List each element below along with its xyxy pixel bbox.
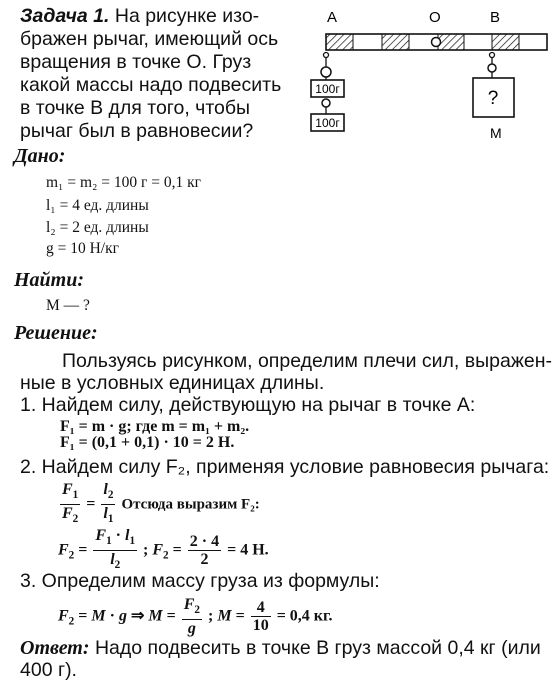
task-line-3: вращения в точке О. Груз bbox=[20, 51, 252, 73]
equilibrium-ratio: $\frac{F_1}{F_2}$ = $\frac{l_2}{l_1}$ Отсюда выразим F₂: bbox=[62, 481, 260, 526]
find-heading: Найти: bbox=[14, 269, 85, 291]
given-line-2: l₁ = 4 ед. длины bbox=[46, 197, 149, 214]
mass-m-label: M bbox=[490, 125, 502, 141]
equation-2-f2: $F_2$ = $\frac{F_1 \cdot l_1}{l_2}$ ; $F_2$ = $\frac{2 \cdot 4}{2}$ = 4 Н. bbox=[58, 527, 269, 572]
weight-label-1: 100г bbox=[315, 82, 340, 96]
task-text-1: На рисунке изо- bbox=[114, 5, 260, 27]
left-weights bbox=[311, 58, 344, 131]
answer-text-1: Надо подвесить в точке В груз массой 0,4 кг (или bbox=[94, 637, 541, 659]
task-line-2: бражен рычаг, имеющий ось bbox=[20, 28, 279, 50]
solution-intro-1: Пользуясь рисунком, определим плечи сил, выражен- bbox=[62, 350, 552, 372]
equation-3: $F_2 = M \cdot g$ ⇒ M = $\frac{F_2}{g}$ ; M = $\frac{4}{10}$ = 0,4 кг. bbox=[58, 596, 333, 638]
equation-2-text: Отсюда выразим F₂: bbox=[121, 496, 260, 513]
step-2: 2. Найдем силу F₂, применяя условие равновесия рычага: bbox=[20, 456, 550, 478]
equation-1a: F₁ = m · g; где m = m₁ + m₂. bbox=[60, 418, 250, 435]
step-3: 3. Определим массу груза из формулы: bbox=[20, 570, 380, 592]
task-label: Задача 1. bbox=[20, 5, 110, 27]
answer-label: Ответ: bbox=[20, 637, 90, 659]
right-weight bbox=[473, 58, 514, 141]
lever-bar bbox=[324, 34, 548, 58]
step-1: 1. Найдем силу, действующую на рычаг в точке A: bbox=[20, 394, 476, 416]
solution-intro-2: ные в условных единицах длины. bbox=[20, 372, 325, 394]
given-heading: Дано: bbox=[14, 145, 66, 167]
solution-heading: Решение: bbox=[14, 322, 98, 344]
task-line-5: в точке В для того, чтобы bbox=[20, 97, 251, 119]
weight-label-2: 100г bbox=[315, 116, 340, 130]
task-line-1 bbox=[20, 5, 259, 27]
point-a-label: A bbox=[327, 9, 338, 26]
equation-1b: F₁ = (0,1 + 0,1) · 10 = 2 Н. bbox=[60, 434, 235, 451]
given-line-1: m₁ = m₂ = 100 г = 0,1 кг bbox=[46, 174, 202, 191]
point-o-label: O bbox=[429, 9, 441, 26]
answer-line-1 bbox=[20, 637, 541, 660]
given-line-4: g = 10 Н/кг bbox=[46, 240, 120, 257]
find-line: M — ? bbox=[46, 297, 90, 314]
task-line-4: какой массы надо подвесить bbox=[20, 74, 282, 96]
task-line-6: рычаг был в равновесии? bbox=[20, 120, 254, 142]
unknown-weight-label: ? bbox=[487, 88, 499, 109]
equation-2-result: = 4 Н. bbox=[227, 541, 269, 559]
lever-figure bbox=[300, 0, 557, 150]
pivot-circle bbox=[432, 38, 441, 47]
equation-3-result: = 0,4 кг. bbox=[276, 607, 333, 625]
point-b-label: B bbox=[490, 9, 501, 26]
answer-line-2: 400 г). bbox=[20, 659, 77, 681]
given-line-3: l₂ = 2 ед. длины bbox=[46, 219, 149, 236]
